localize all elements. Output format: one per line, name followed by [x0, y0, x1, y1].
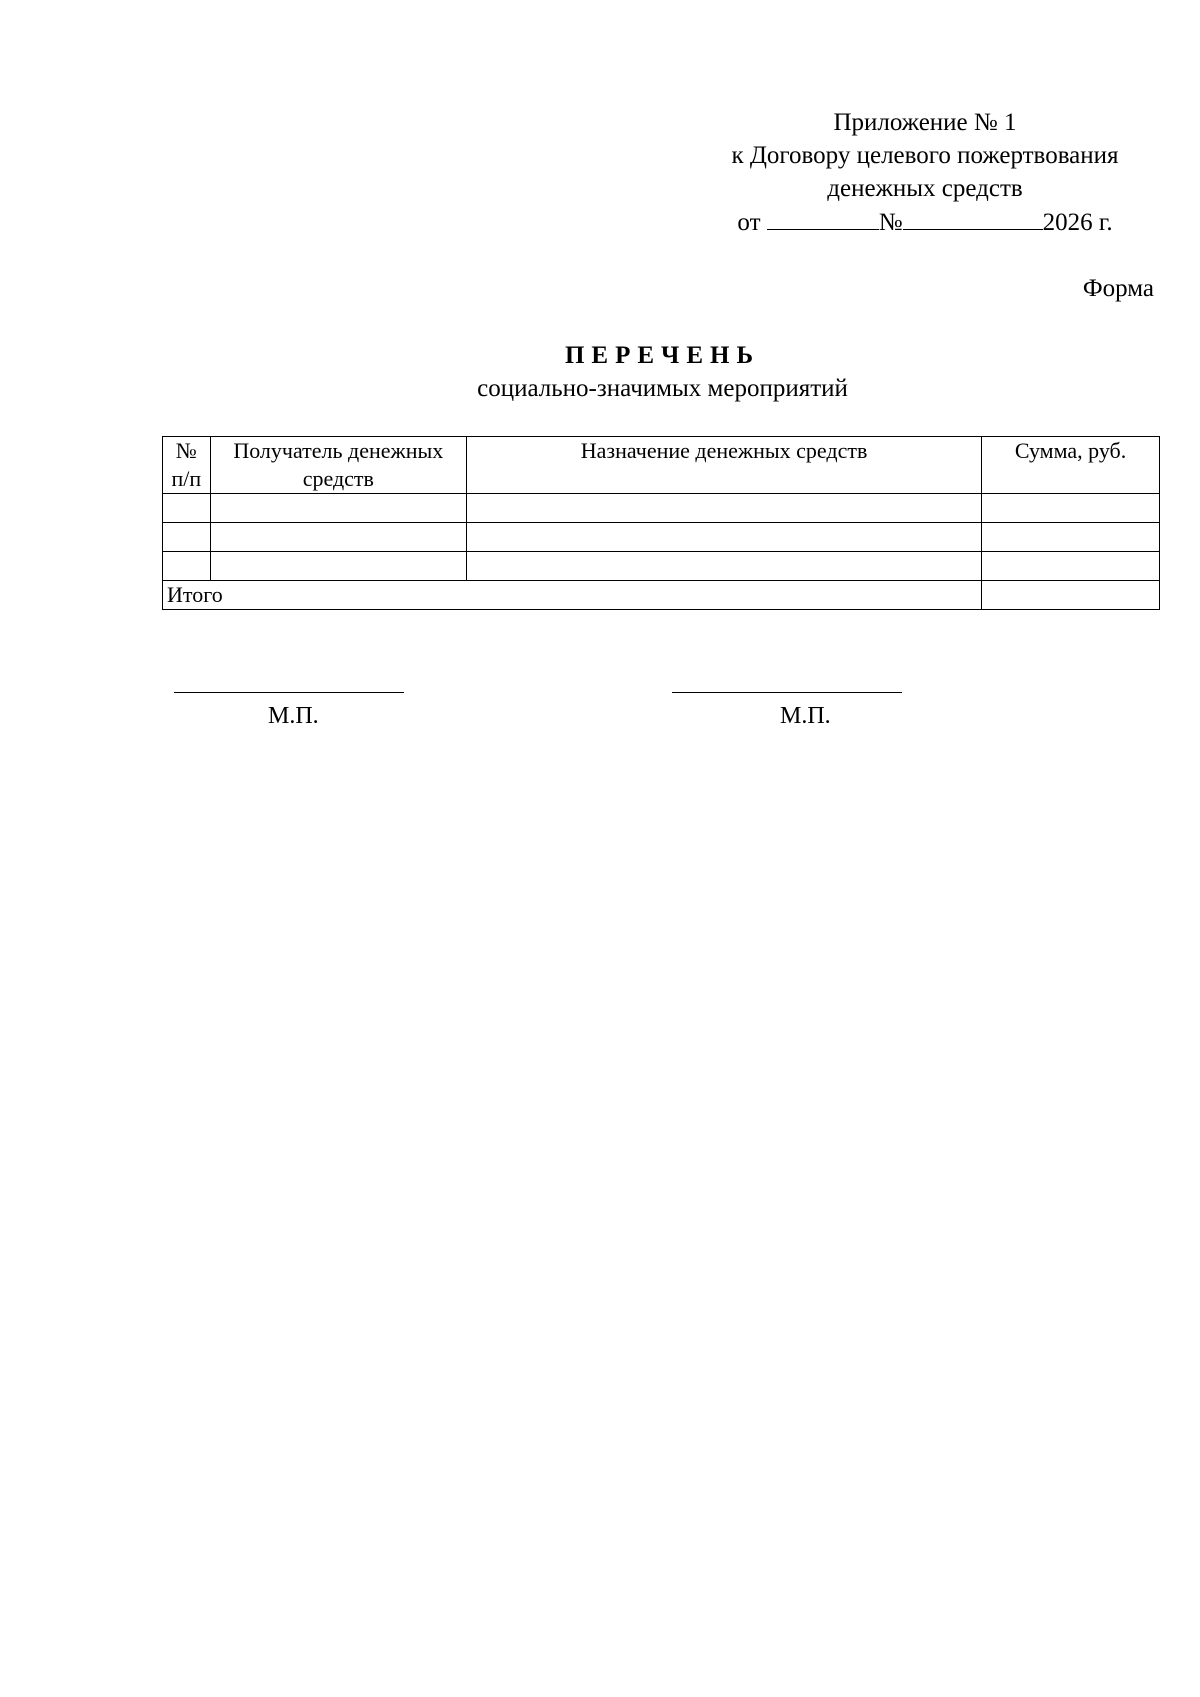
cell-sum[interactable] [982, 552, 1160, 581]
cell-recipient[interactable] [210, 494, 466, 523]
year-suffix: 2026 г. [1042, 209, 1113, 236]
cell-purpose[interactable] [467, 494, 982, 523]
right-stamp-label: М.П. [780, 703, 831, 729]
cell-num[interactable] [163, 494, 211, 523]
date-blank[interactable] [767, 205, 879, 230]
cell-sum[interactable] [982, 494, 1160, 523]
table-total-row [163, 581, 1160, 610]
cell-num[interactable] [163, 552, 211, 581]
document-title: ПЕРЕЧЕНЬ [564, 342, 761, 369]
table-row [163, 523, 1160, 552]
right-signature-line[interactable] [672, 692, 902, 693]
total-label: Итого [163, 581, 982, 610]
form-label: Форма [1082, 275, 1154, 302]
header-num-pp: п/п [171, 466, 202, 491]
cell-num[interactable] [163, 523, 211, 552]
header-sum: Сумма, руб. [982, 437, 1160, 494]
table-header-row [163, 437, 1160, 494]
number-sign: № [878, 209, 903, 236]
appendix-number: Приложение № 1 [833, 109, 1017, 136]
header-recipient: Получатель денежных средств [210, 437, 466, 494]
cell-purpose[interactable] [467, 552, 982, 581]
appendix-header [680, 106, 1170, 239]
cell-purpose[interactable] [467, 523, 982, 552]
contract-reference: к Договору целевого пожертвования [731, 142, 1119, 169]
table-row [163, 494, 1160, 523]
contract-reference-cont: денежных средств [827, 175, 1023, 202]
left-signature-line[interactable] [174, 692, 404, 693]
header-num [163, 437, 211, 494]
left-stamp-label: М.П. [268, 703, 319, 729]
header-num-sign: № [175, 438, 197, 463]
document-subtitle: социально-значимых мероприятий [477, 375, 848, 402]
header-purpose: Назначение денежных средств [467, 437, 982, 494]
cell-sum[interactable] [982, 523, 1160, 552]
contract-date-line [680, 205, 1170, 239]
table-row [163, 552, 1160, 581]
number-blank[interactable] [903, 205, 1043, 230]
cell-recipient[interactable] [210, 523, 466, 552]
events-table [162, 436, 1160, 610]
date-prefix: от [737, 209, 761, 236]
total-sum-cell[interactable] [982, 581, 1160, 610]
cell-recipient[interactable] [210, 552, 466, 581]
